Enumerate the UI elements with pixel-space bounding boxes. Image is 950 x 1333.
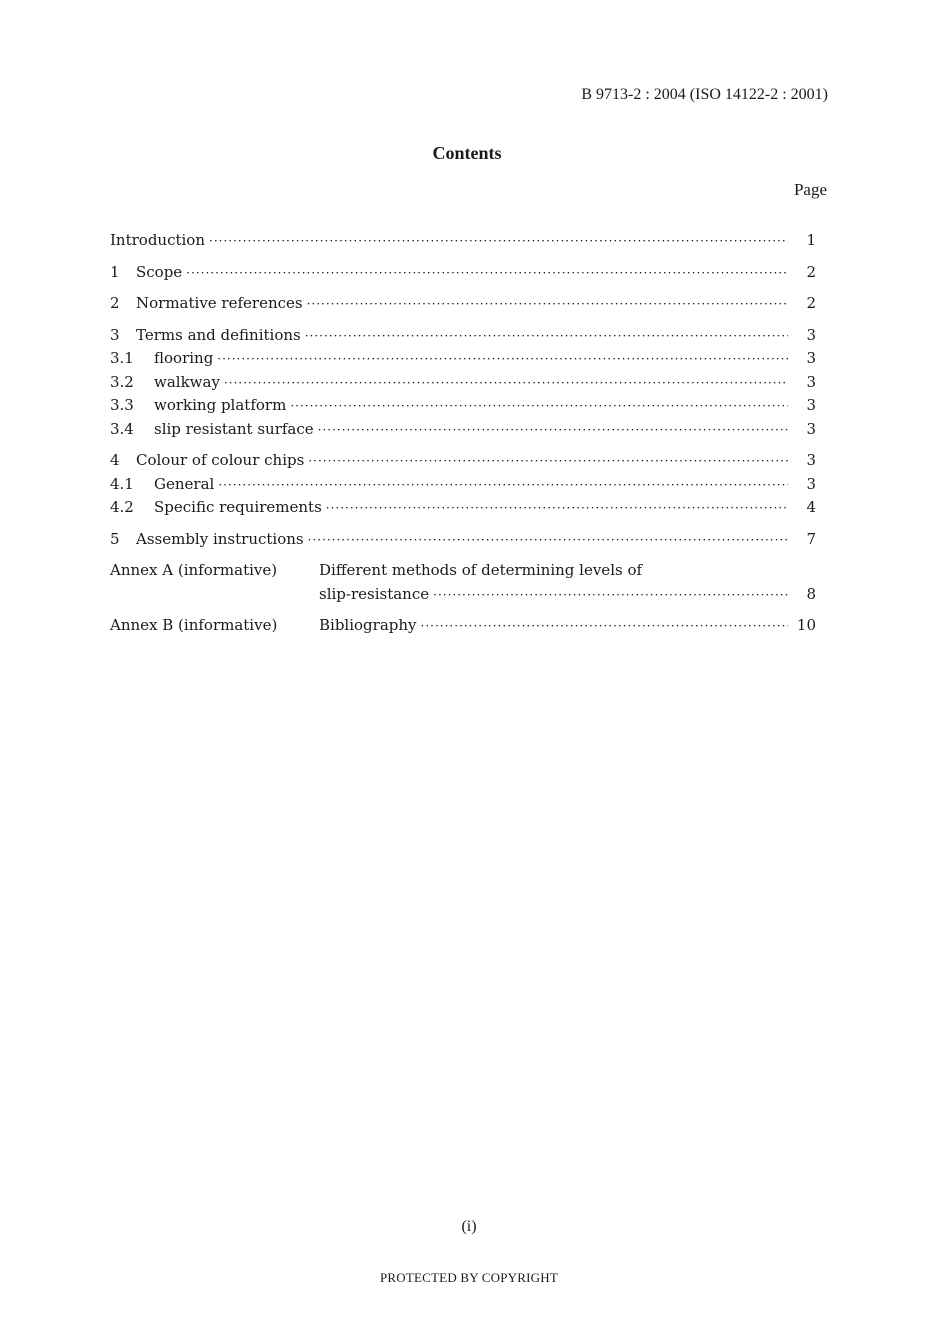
dot-leader xyxy=(433,584,788,608)
toc-entry-title: flooring xyxy=(154,349,214,367)
toc-entry-flooring[interactable] xyxy=(110,347,816,371)
toc-entry-page: 1 xyxy=(806,231,816,249)
toc-entry-title: General xyxy=(154,474,215,493)
dot-leader xyxy=(186,262,788,286)
toc-entry-page: 4 xyxy=(806,498,816,516)
toc-entry-normative-references[interactable] xyxy=(110,292,816,316)
toc-entry-page: 3 xyxy=(806,474,816,493)
dot-leader xyxy=(305,325,788,349)
toc-entry-title: Introduction xyxy=(110,231,205,249)
toc-entry-slip-resistant-surface[interactable] xyxy=(110,418,816,442)
dot-leader xyxy=(224,372,788,396)
toc-entry-title: slip resistant surface xyxy=(154,419,314,438)
dot-leader xyxy=(421,615,789,639)
annex-title-line-2: slip-resistance xyxy=(319,584,430,603)
toc-entry-title: working platform xyxy=(154,396,287,414)
dot-leader xyxy=(308,450,788,474)
toc-entry-title: Terms and definitions xyxy=(136,325,301,344)
toc-entry-number: 2 xyxy=(110,294,120,312)
toc-entry-page: 7 xyxy=(806,529,816,548)
toc-entry-general[interactable] xyxy=(110,473,816,497)
toc-entry-page: 3 xyxy=(806,349,816,367)
document-header: B 9713-2 : 2004 (ISO 14122-2 : 2001) xyxy=(581,86,828,103)
page-title: Contents xyxy=(432,143,502,163)
toc-entry-number: 4.2 xyxy=(110,498,134,516)
toc-entry-page: 8 xyxy=(806,584,816,603)
dot-leader xyxy=(218,474,788,498)
toc-entry-page: 3 xyxy=(806,451,816,469)
toc-entry-page: 10 xyxy=(796,616,816,634)
toc-entry-page: 3 xyxy=(806,396,816,414)
toc-entry-number: 3.2 xyxy=(110,372,134,391)
toc-entry-number: 1 xyxy=(110,262,120,281)
toc-entry-specific-requirements[interactable] xyxy=(110,496,816,520)
toc-entry-page: 3 xyxy=(806,419,816,438)
toc-entry-page: 3 xyxy=(806,325,816,344)
toc-entry-annex-b[interactable] xyxy=(110,614,816,638)
toc-entry-number: 5 xyxy=(110,529,120,548)
dot-leader xyxy=(326,497,788,521)
dot-leader xyxy=(307,293,788,317)
toc-entry-page: 3 xyxy=(806,372,816,391)
toc-entry-number: 4 xyxy=(110,451,120,469)
annex-title-line-1: Bibliography xyxy=(319,616,417,634)
annex-label: Annex A (informative) xyxy=(110,561,278,579)
dot-leader xyxy=(308,529,788,553)
toc-entry-page: 2 xyxy=(806,262,816,281)
toc-entry-title: Colour of colour chips xyxy=(136,451,305,469)
toc-entry-scope[interactable] xyxy=(110,261,816,285)
page-number: (i) xyxy=(461,1218,477,1235)
toc-entry-number: 3.3 xyxy=(110,396,134,414)
annex-label: Annex B (informative) xyxy=(110,616,278,634)
toc-entry-number: 3 xyxy=(110,325,120,344)
toc-entry-number: 3.4 xyxy=(110,419,134,438)
toc-entry-assembly-instructions[interactable] xyxy=(110,528,816,552)
table-of-contents xyxy=(110,229,816,638)
toc-entry-walkway[interactable] xyxy=(110,371,816,395)
toc-entry-page: 2 xyxy=(806,294,816,312)
toc-entry-number: 3.1 xyxy=(110,349,134,367)
toc-entry-title: Specific requirements xyxy=(154,498,322,516)
dot-leader xyxy=(217,348,788,372)
toc-entry-working-platform[interactable] xyxy=(110,394,816,418)
toc-entry-number: 4.1 xyxy=(110,474,134,493)
dot-leader xyxy=(318,419,788,443)
dot-leader xyxy=(209,230,788,254)
toc-entry-annex-a-continued[interactable] xyxy=(110,583,816,607)
copyright-notice: PROTECTED BY COPYRIGHT xyxy=(380,1270,558,1285)
toc-entry-introduction[interactable] xyxy=(110,229,816,253)
page-column-label: Page xyxy=(793,180,827,199)
toc-entry-colour-of-colour-chips[interactable] xyxy=(110,449,816,473)
toc-entry-title: Normative references xyxy=(136,294,303,312)
annex-title-line-1: Different methods of determining levels of xyxy=(319,561,643,579)
toc-entry-title: Scope xyxy=(136,262,183,281)
toc-entry-title: Assembly instructions xyxy=(136,529,304,548)
toc-entry-terms-and-definitions[interactable] xyxy=(110,324,816,348)
toc-entry-title: walkway xyxy=(154,372,220,391)
dot-leader xyxy=(290,395,788,419)
toc-entry-annex-a[interactable] xyxy=(110,559,816,583)
